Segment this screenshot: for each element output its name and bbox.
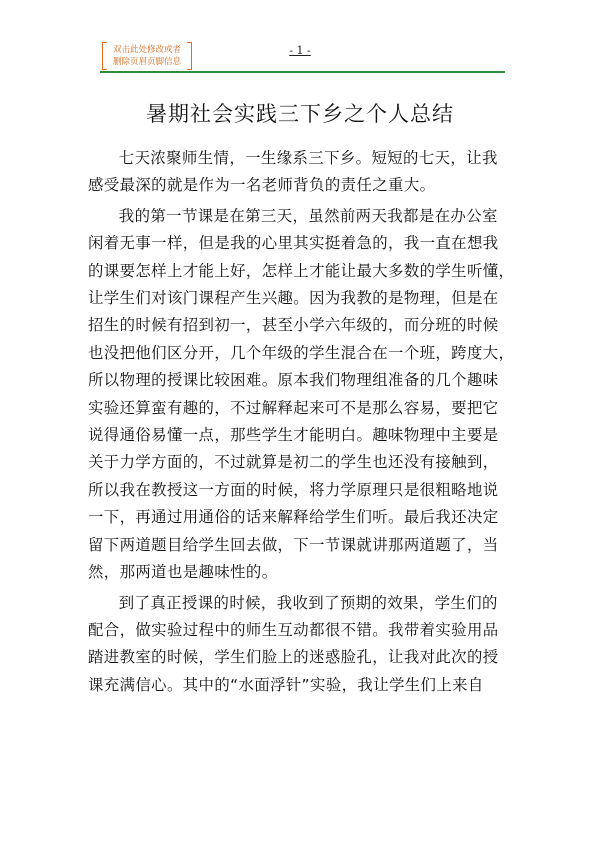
paragraph-line: 说得通俗易懂一点，那些学生才能明白。趣味物理中主要是 — [88, 426, 499, 445]
page-number-text: - 1 - — [289, 44, 311, 57]
paragraph-line: 关于力学方面的，不过就算是初二的学生也还没有接触到， — [88, 453, 499, 472]
paragraph-line: 一下，再通过用通俗的话来解释给学生们听。最后我还决定 — [88, 508, 499, 527]
paragraph-2 — [88, 203, 518, 587]
paragraph-line: 实验还算蛮有趣的，不过解释起来可不是那么容易，要把它 — [88, 398, 499, 417]
paragraph-line: 的课要怎样上才能上好，怎样上才能让最大多数的学生听懂， — [88, 261, 515, 280]
paragraph-line: 闲着无事一样，但是我的心里其实挺着急的，我一直在想我 — [88, 234, 499, 253]
paragraph-line: 七天浓聚师生情，一生缘系三下乡。短短的七天，让我 — [118, 149, 498, 167]
paragraph-line: 留下两道题目给学生回去做，下一节课就讲那两道题了，当 — [88, 535, 499, 554]
paragraph-line: 我的第一节课是在第三天，虽然前两天我都是在办公室 — [118, 206, 498, 225]
header-hint-line-1: 双击此处修改或者 — [112, 45, 181, 55]
paragraph-line: 踏进教室的时候，学生们脸上的迷惑脸孔，让我对此次的授 — [88, 648, 499, 667]
paragraph-3 — [88, 590, 518, 700]
paragraph-line: 让学生们对该门课程产生兴趣。因为我教的是物理，但是在 — [88, 289, 499, 308]
page-number — [0, 44, 600, 57]
paragraph-line: 也没把他们区分开，几个年级的学生混合在一个班，跨度大， — [88, 343, 515, 362]
header-divider — [100, 71, 505, 73]
paragraph-line: 到了真正授课的时候，我收到了预期的效果，学生们的 — [118, 593, 498, 612]
paragraph-line: 然，那两道也是趣味性的。 — [88, 563, 278, 582]
paragraph-line: 招生的时候有招到初一，甚至小学六年级的，而分班的时候 — [88, 316, 499, 335]
paragraph-line: 感受最深的就是作为一名老师背负的责任之重大。 — [88, 176, 436, 195]
document-body — [88, 145, 518, 699]
paragraph-line: 配合，做实验过程中的师生互动都很不错。我带着实验用品 — [88, 620, 499, 639]
paragraph-line: 课充满信心。其中的“水面浮针”实验，我让学生们上来自 — [88, 675, 484, 694]
paragraph-line: 所以物理的授课比较困难。原本我们物理组准备的几个趣味 — [88, 371, 499, 390]
paragraph-line: 所以我在教授这一方面的时候，将力学原理只是很粗略地说 — [88, 480, 499, 499]
header-hint-line-2: 删除页眉页脚信息 — [112, 57, 181, 67]
document-title: 暑期社会实践三下乡之个人总结 — [146, 102, 454, 126]
paragraph-1 — [88, 145, 518, 200]
